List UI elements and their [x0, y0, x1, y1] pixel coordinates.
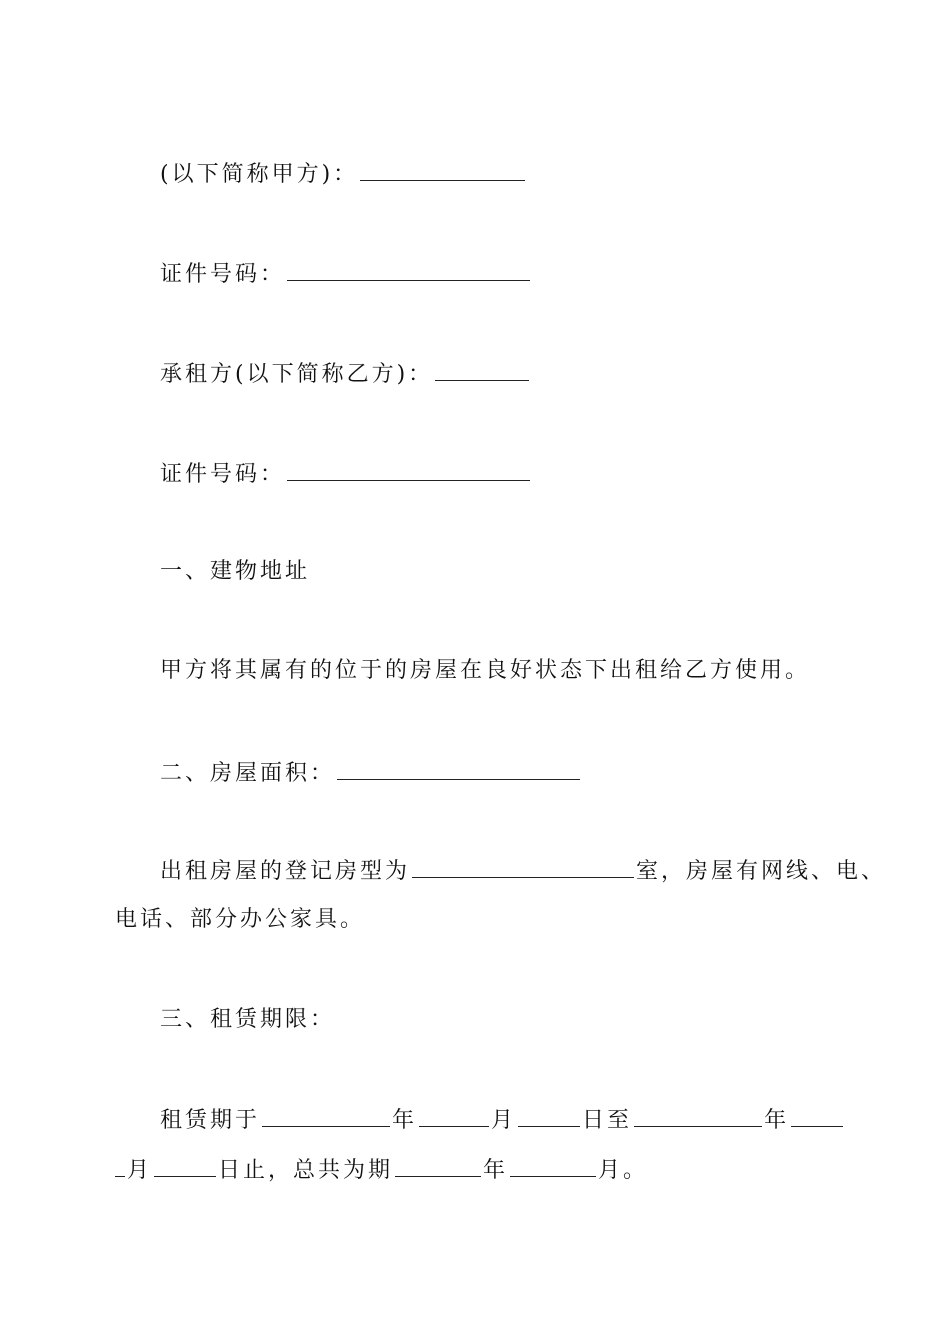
- lessor-id-blank[interactable]: [287, 258, 530, 281]
- lease-p9: 月。: [598, 1158, 649, 1183]
- section3-heading: [160, 1005, 335, 1035]
- lease-line-2: [115, 1154, 648, 1186]
- end-month-blank-b[interactable]: [115, 1154, 125, 1177]
- lease-p4: 日至: [582, 1108, 633, 1133]
- end-month-blank-a[interactable]: [791, 1104, 843, 1127]
- start-day-blank[interactable]: [518, 1104, 580, 1127]
- lessee-id-blank[interactable]: [287, 458, 530, 481]
- lease-p5: 年: [764, 1108, 790, 1133]
- section2-line: [160, 757, 582, 789]
- lease-p1: 租赁期于: [160, 1108, 261, 1133]
- section1-heading: [160, 557, 310, 587]
- section1-body-text: 甲方将其属有的位于的房屋在良好状态下出租给乙方使用。: [160, 658, 811, 683]
- lessee-id-label: 证件号码：: [160, 462, 286, 487]
- lessee-name-blank[interactable]: [435, 358, 529, 381]
- start-year-blank[interactable]: [262, 1104, 390, 1127]
- lessee-label: 承租方(以下简称乙方)：: [160, 362, 434, 387]
- lease-p2: 年: [392, 1108, 418, 1133]
- lease-p3: 月: [491, 1108, 517, 1133]
- layout-line-1: [160, 855, 886, 887]
- end-day-blank[interactable]: [154, 1154, 216, 1177]
- area-blank[interactable]: [337, 757, 580, 780]
- start-month-blank[interactable]: [419, 1104, 489, 1127]
- room-type-blank[interactable]: [412, 855, 634, 878]
- lessor-id-line: [160, 258, 532, 290]
- layout-part3: 电话、部分办公家具。: [115, 907, 366, 932]
- lease-p8: 年: [483, 1158, 509, 1183]
- layout-part2: 室，房屋有网线、电、: [636, 859, 887, 884]
- section3-heading-text: 三、租赁期限：: [160, 1007, 336, 1032]
- lessor-id-label: 证件号码：: [160, 262, 286, 287]
- lessee-id-line: [160, 458, 532, 490]
- layout-line-2: [115, 905, 365, 935]
- lease-p6: 月: [127, 1158, 153, 1183]
- lessor-name-blank[interactable]: [360, 158, 525, 181]
- end-year-blank[interactable]: [634, 1104, 762, 1127]
- lessor-line: [160, 158, 527, 190]
- section2-heading-text: 二、房屋面积：: [160, 761, 336, 786]
- duration-month-blank[interactable]: [510, 1154, 596, 1177]
- layout-part1: 出租房屋的登记房型为: [160, 859, 411, 884]
- lease-p7: 日止，总共为期: [218, 1158, 394, 1183]
- lease-line-1: [160, 1104, 845, 1136]
- lessee-line: [160, 358, 531, 390]
- section1-body: [160, 656, 810, 686]
- lessor-label: (以下简称甲方)：: [160, 162, 359, 187]
- duration-year-blank[interactable]: [395, 1154, 481, 1177]
- section1-heading-text: 一、建物地址: [160, 559, 311, 584]
